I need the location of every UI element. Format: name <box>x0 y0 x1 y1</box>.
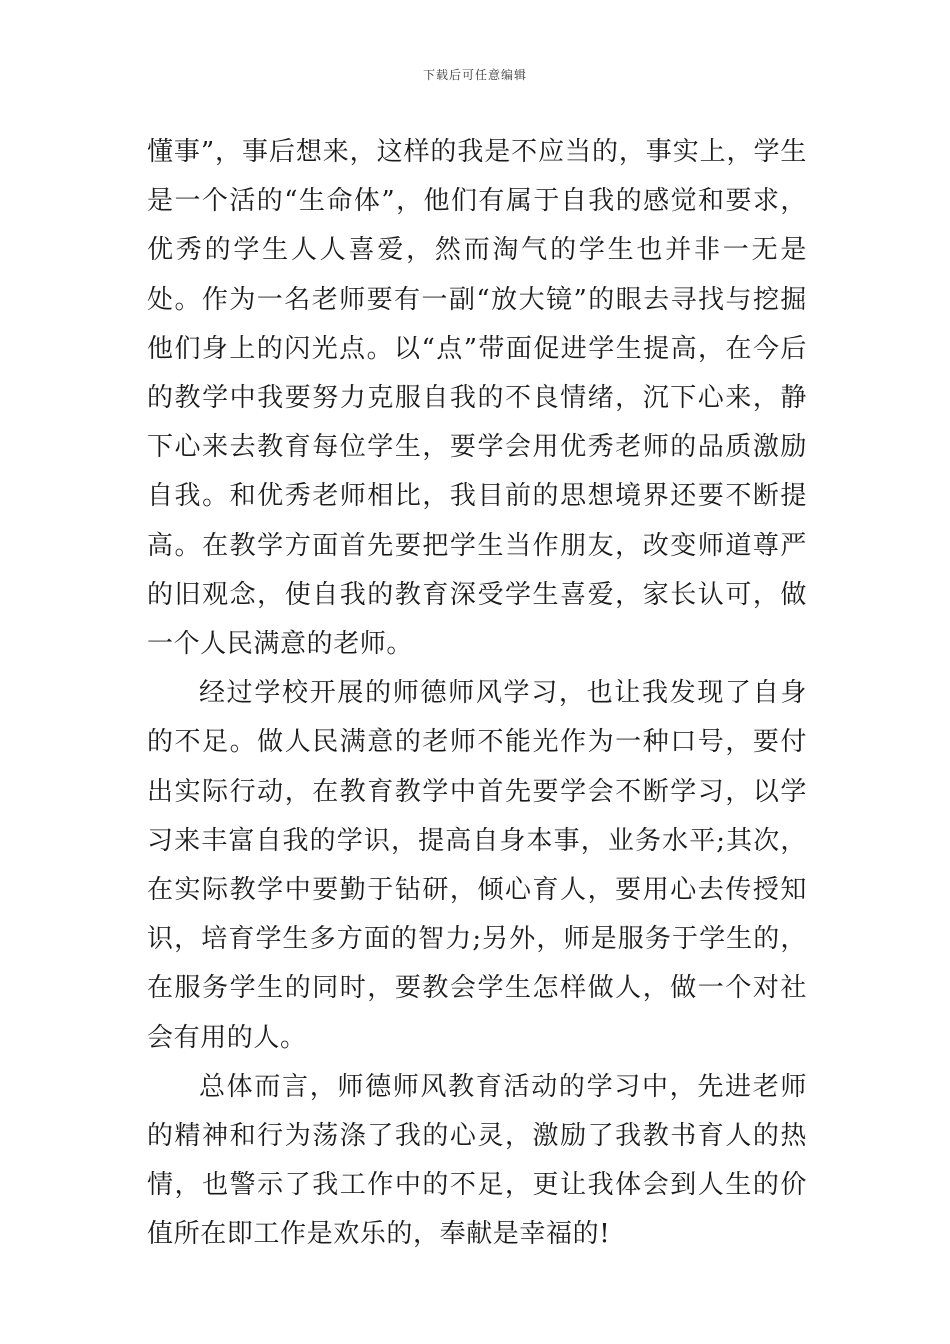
document-body <box>147 128 807 1260</box>
paragraph-1: 懂事”，事后想来，这样的我是不应当的，事实上，学生是一个活的“生命体”，他们有属于自我的感觉和要求，优秀的学生人人喜爱，然而淘气的学生也并非一无是处。作为一名老师要有一副“放大镜”的眼去寻找与挖掘他们身上的闪光点。以“点”带面促进学生提高，在今后的教学中我要努力克服自我的不良情绪，沉下心来，静下心来去教育每位学生，要学会用优秀老师的品质激励自我。和优秀老师相比，我目前的思想境界还要不断提高。在教学方面首先要把学生当作朋友，改变师道尊严的旧观念，使自我的教育深受学生喜爱，家长认可，做一个人民满意的老师。 <box>147 137 807 660</box>
paragraph-2: 经过学校开展的师德师风学习，也让我发现了自身的不足。做人民满意的老师不能光作为一种口号，要付出实际行动，在教育教学中首先要学会不断学习，以学习来丰富自我的学识，提高自身本事，业务水平;其次，在实际教学中要勤于钻研，倾心育人，要用心去传授知识，培育学生多方面的智力;另外，师是服务于学生的，在服务学生的同时，要教会学生怎样做人，做一个对社会有用的人。 <box>147 678 807 1053</box>
paragraph-3: 总体而言，师德师风教育活动的学习中，先进老师的精神和行为荡涤了我的心灵，激励了我教书育人的热情，也警示了我工作中的不足，更让我体会到人生的价值所在即工作是欢乐的，奉献是幸福的! <box>147 1071 807 1250</box>
page-header: 下载后可任意编辑 <box>422 68 527 82</box>
